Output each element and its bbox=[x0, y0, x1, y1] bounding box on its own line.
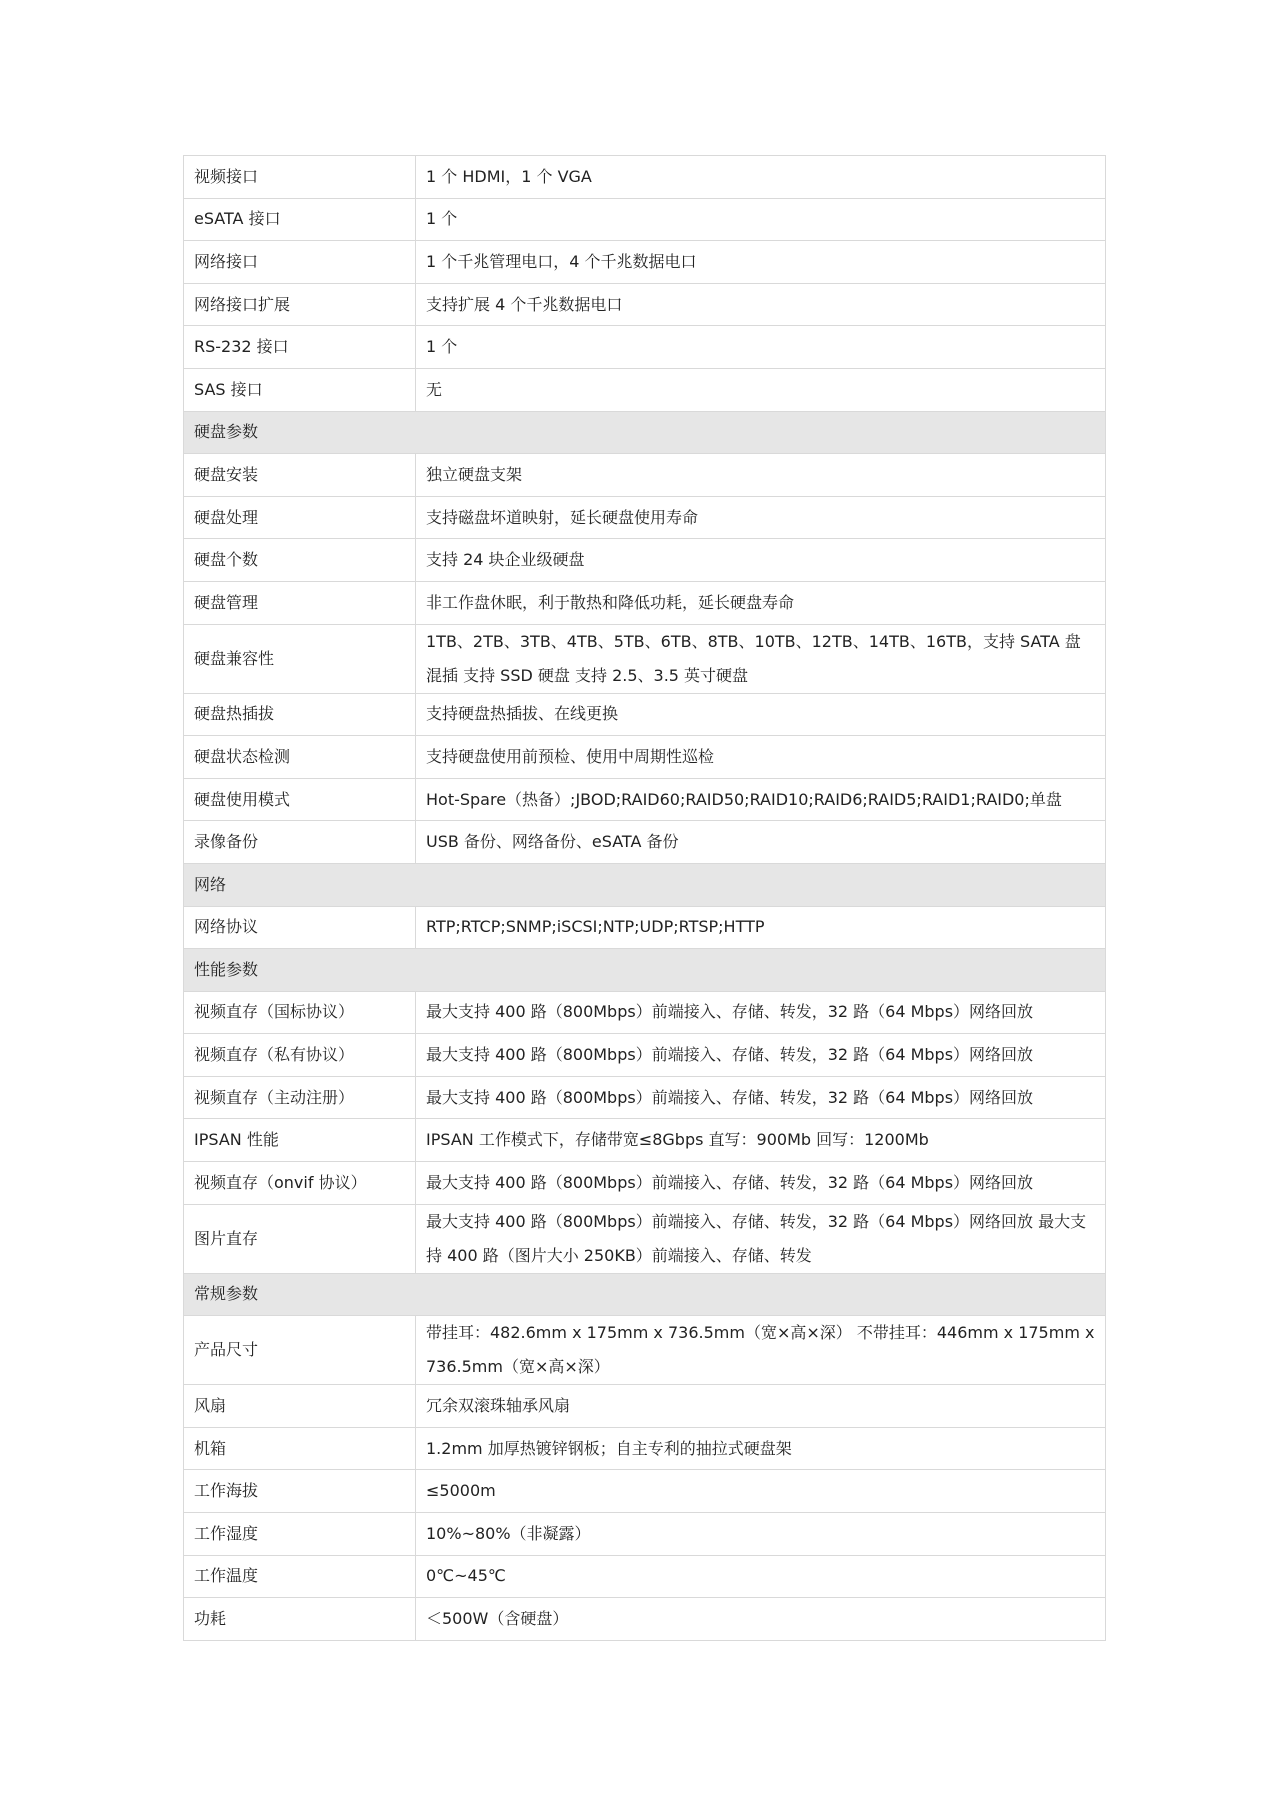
spec-label: 硬盘个数 bbox=[184, 539, 416, 582]
spec-label: IPSAN 性能 bbox=[184, 1119, 416, 1162]
spec-row bbox=[184, 368, 1106, 411]
spec-row bbox=[184, 1204, 1106, 1273]
spec-row bbox=[184, 693, 1106, 736]
spec-label: 硬盘处理 bbox=[184, 496, 416, 539]
spec-label: 网络接口扩展 bbox=[184, 283, 416, 326]
spec-table bbox=[183, 155, 1106, 1641]
spec-row bbox=[184, 156, 1106, 199]
spec-value: RTP;RTCP;SNMP;iSCSI;NTP;UDP;RTSP;HTTP bbox=[416, 906, 1106, 949]
spec-row bbox=[184, 454, 1106, 497]
spec-value: 支持硬盘热插拔、在线更换 bbox=[416, 693, 1106, 736]
spec-value: 1.2mm 加厚热镀锌钢板；自主专利的抽拉式硬盘架 bbox=[416, 1427, 1106, 1470]
spec-row bbox=[184, 821, 1106, 864]
spec-value: Hot-Spare（热备）;JBOD;RAID60;RAID50;RAID10;RAID6;RAID5;RAID1;RAID0;单盘 bbox=[416, 778, 1106, 821]
spec-value: 无 bbox=[416, 368, 1106, 411]
spec-row bbox=[184, 624, 1106, 693]
spec-value: 冗余双滚珠轴承风扇 bbox=[416, 1385, 1106, 1428]
spec-row bbox=[184, 1513, 1106, 1556]
spec-label: 硬盘使用模式 bbox=[184, 778, 416, 821]
spec-value: 1 个 HDMI，1 个 VGA bbox=[416, 156, 1106, 199]
section-header-row bbox=[184, 863, 1106, 906]
spec-row bbox=[184, 326, 1106, 369]
spec-label: 工作湿度 bbox=[184, 1513, 416, 1556]
spec-row bbox=[184, 496, 1106, 539]
spec-label: 视频直存（主动注册） bbox=[184, 1076, 416, 1119]
spec-value: 支持硬盘使用前预检、使用中周期性巡检 bbox=[416, 736, 1106, 779]
spec-row bbox=[184, 1119, 1106, 1162]
spec-value: 10%~80%（非凝露） bbox=[416, 1513, 1106, 1556]
section-title: 常规参数 bbox=[184, 1273, 1106, 1316]
spec-value: 最大支持 400 路（800Mbps）前端接入、存储、转发，32 路（64 Mbps）网络回放 bbox=[416, 1076, 1106, 1119]
spec-value: USB 备份、网络备份、eSATA 备份 bbox=[416, 821, 1106, 864]
spec-value: 非工作盘休眠，利于散热和降低功耗，延长硬盘寿命 bbox=[416, 581, 1106, 624]
spec-row bbox=[184, 198, 1106, 241]
spec-value: IPSAN 工作模式下，存储带宽≤8Gbps 直写：900Mb 回写：1200Mb bbox=[416, 1119, 1106, 1162]
spec-label: 录像备份 bbox=[184, 821, 416, 864]
spec-value: 支持扩展 4 个千兆数据电口 bbox=[416, 283, 1106, 326]
spec-label: 视频接口 bbox=[184, 156, 416, 199]
spec-label: 网络协议 bbox=[184, 906, 416, 949]
spec-label: 硬盘安装 bbox=[184, 454, 416, 497]
spec-row bbox=[184, 906, 1106, 949]
section-title: 网络 bbox=[184, 863, 1106, 906]
spec-label: 硬盘状态检测 bbox=[184, 736, 416, 779]
spec-value: 最大支持 400 路（800Mbps）前端接入、存储、转发，32 路（64 Mbps）网络回放 最大支持 400 路（图片大小 250KB）前端接入、存储、转发 bbox=[416, 1204, 1106, 1273]
spec-label: 功耗 bbox=[184, 1598, 416, 1641]
spec-row bbox=[184, 991, 1106, 1034]
spec-row bbox=[184, 581, 1106, 624]
spec-label: 硬盘兼容性 bbox=[184, 624, 416, 693]
section-header-row bbox=[184, 411, 1106, 454]
spec-row bbox=[184, 1598, 1106, 1641]
spec-label: 风扇 bbox=[184, 1385, 416, 1428]
spec-row bbox=[184, 241, 1106, 284]
spec-label: SAS 接口 bbox=[184, 368, 416, 411]
spec-row bbox=[184, 1316, 1106, 1385]
spec-value: 1 个 bbox=[416, 326, 1106, 369]
spec-row bbox=[184, 1162, 1106, 1205]
spec-row bbox=[184, 1385, 1106, 1428]
spec-value: 1 个 bbox=[416, 198, 1106, 241]
spec-row bbox=[184, 1555, 1106, 1598]
section-header-row bbox=[184, 1273, 1106, 1316]
spec-value: 带挂耳：482.6mm x 175mm x 736.5mm（宽×高×深） 不带挂耳：446mm x 175mm x 736.5mm（宽×高×深） bbox=[416, 1316, 1106, 1385]
spec-label: 网络接口 bbox=[184, 241, 416, 284]
spec-label: 工作温度 bbox=[184, 1555, 416, 1598]
spec-label: 机箱 bbox=[184, 1427, 416, 1470]
spec-label: 视频直存（onvif 协议） bbox=[184, 1162, 416, 1205]
spec-row bbox=[184, 539, 1106, 582]
spec-value: ＜500W（含硬盘） bbox=[416, 1598, 1106, 1641]
spec-label: 视频直存（国标协议） bbox=[184, 991, 416, 1034]
spec-row bbox=[184, 1034, 1106, 1077]
spec-value: 最大支持 400 路（800Mbps）前端接入、存储、转发，32 路（64 Mbps）网络回放 bbox=[416, 1034, 1106, 1077]
spec-label: 产品尺寸 bbox=[184, 1316, 416, 1385]
section-header-row bbox=[184, 949, 1106, 992]
spec-label: RS-232 接口 bbox=[184, 326, 416, 369]
spec-value: 支持磁盘坏道映射，延长硬盘使用寿命 bbox=[416, 496, 1106, 539]
spec-value: 独立硬盘支架 bbox=[416, 454, 1106, 497]
spec-label: 硬盘热插拔 bbox=[184, 693, 416, 736]
section-title: 性能参数 bbox=[184, 949, 1106, 992]
spec-row bbox=[184, 778, 1106, 821]
spec-value: 最大支持 400 路（800Mbps）前端接入、存储、转发，32 路（64 Mbps）网络回放 bbox=[416, 1162, 1106, 1205]
spec-label: 图片直存 bbox=[184, 1204, 416, 1273]
spec-row bbox=[184, 1470, 1106, 1513]
spec-row bbox=[184, 283, 1106, 326]
spec-row bbox=[184, 736, 1106, 779]
spec-value: ≤5000m bbox=[416, 1470, 1106, 1513]
spec-value: 1 个千兆管理电口，4 个千兆数据电口 bbox=[416, 241, 1106, 284]
spec-row bbox=[184, 1076, 1106, 1119]
spec-value: 1TB、2TB、3TB、4TB、5TB、6TB、8TB、10TB、12TB、14TB、16TB，支持 SATA 盘混插 支持 SSD 硬盘 支持 2.5、3.5 英寸硬盘 bbox=[416, 624, 1106, 693]
spec-label: 视频直存（私有协议） bbox=[184, 1034, 416, 1077]
section-title: 硬盘参数 bbox=[184, 411, 1106, 454]
spec-label: 工作海拔 bbox=[184, 1470, 416, 1513]
spec-table-body bbox=[184, 156, 1106, 1641]
spec-value: 支持 24 块企业级硬盘 bbox=[416, 539, 1106, 582]
spec-value: 0℃~45℃ bbox=[416, 1555, 1106, 1598]
spec-row bbox=[184, 1427, 1106, 1470]
spec-label: eSATA 接口 bbox=[184, 198, 416, 241]
spec-value: 最大支持 400 路（800Mbps）前端接入、存储、转发，32 路（64 Mbps）网络回放 bbox=[416, 991, 1106, 1034]
spec-label: 硬盘管理 bbox=[184, 581, 416, 624]
